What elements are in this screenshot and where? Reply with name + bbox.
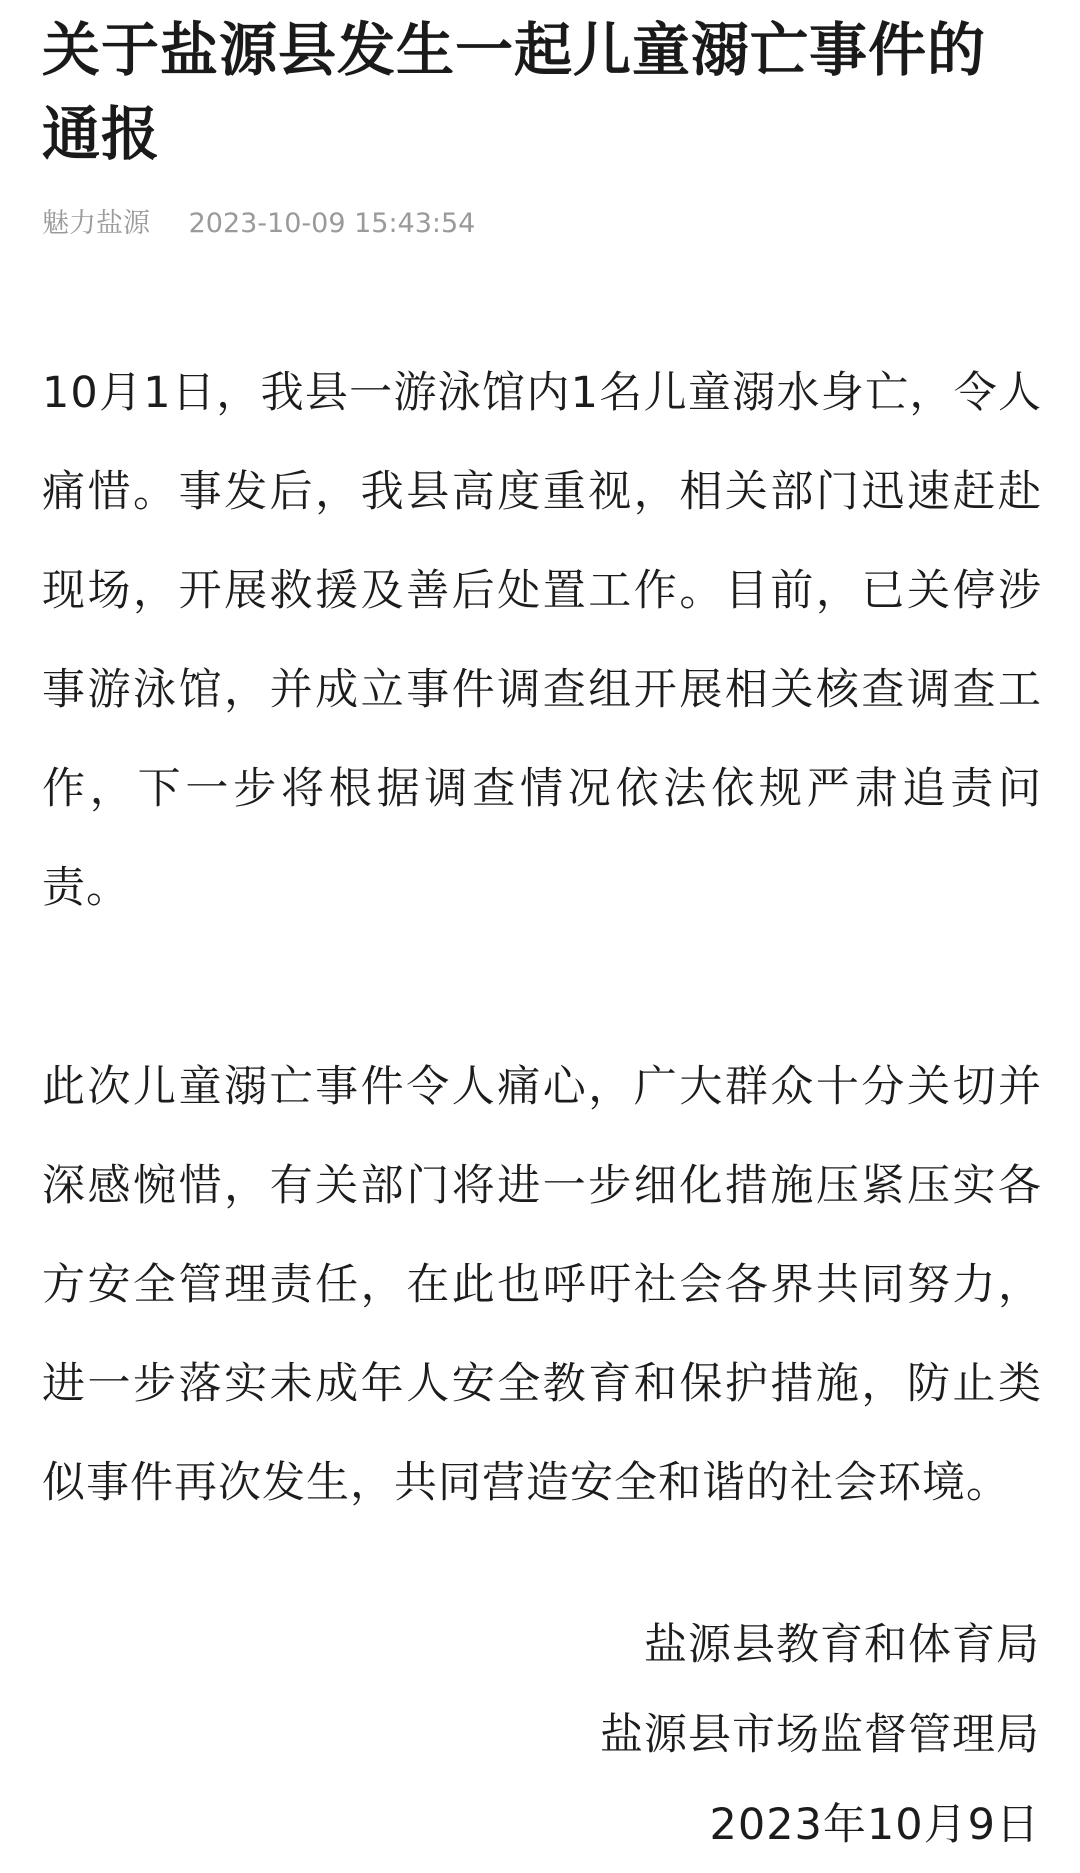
signature-org-market: 盐源县市场监督管理局 [600, 1710, 1040, 1760]
article-body [42, 344, 1042, 1533]
article-title: 关于盐源县发生一起儿童溺亡事件的通报 [42, 16, 987, 168]
signature-date: 2023年10月9日 [709, 1800, 1040, 1850]
article-paragraph: 此次儿童溺亡事件令人痛心，广大群众十分关切并深感惋惜，有关部门将进一步细化措施压紧压实各方安全管理责任，在此也呼吁社会各界共同努力，进一步落实未成年人安全教育和保护措施，防止类似事件再次发生，共同营造安全和谐的社会环境。 [42, 1062, 1042, 1508]
signature-org-education: 盐源县教育和体育局 [644, 1620, 1040, 1670]
signature-block [600, 1600, 1040, 1870]
article-source[interactable]: 魅力盐源 [42, 208, 150, 239]
article-timestamp: 2023-10-09 15:43:54 [188, 208, 476, 239]
article-meta [42, 204, 1042, 244]
article-paragraph: 10月1日，我县一游泳馆内1名儿童溺水身亡，令人痛惜。事发后，我县高度重视，相关部门迅速赶赴现场，开展救援及善后处置工作。目前，已关停涉事游泳馆，并成立事件调查组开展相关核查调查工作，下一步将根据调查情况依法依规严肃追责问责。 [42, 368, 1042, 913]
